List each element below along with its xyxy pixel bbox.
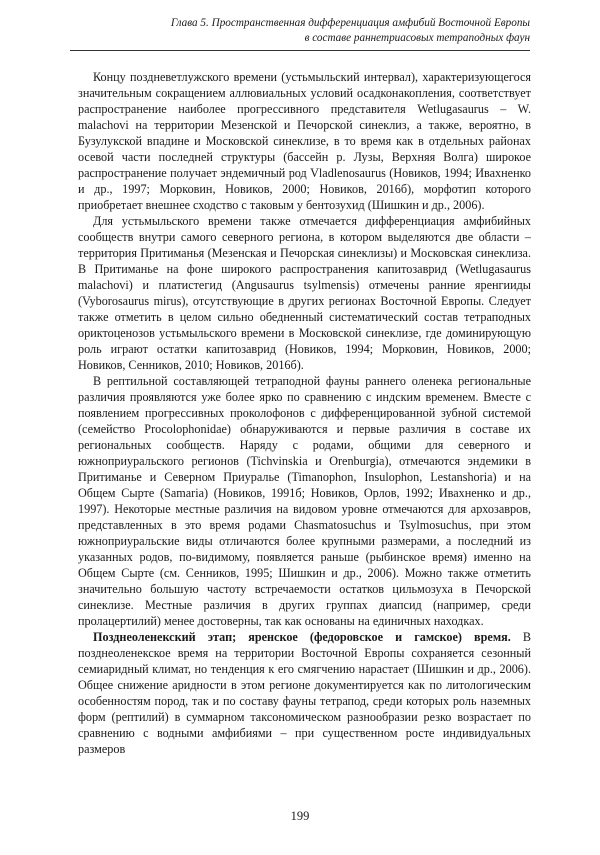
paragraph-4-text: В позднеоленекское время на территории Восточной Европы сохраняется сезонный семиаридный климат, но тенденция к его смягчению нарастает (Шишкин и др., 2006). Общее снижение аридности в этом регионе документируется как по литологическим особенностям пород, так и по составу фауны тетрапод, среди которых роль наземных форм (рептилий) в суммарном таксономическом разнообразии резко возрастает по сравнению с водными амфибиями – при существенном росте индивидуальных размеров [78,630,531,756]
running-header-line-2: в составе раннетриасовых тетраподных фаун [304,31,530,44]
body-text [78,69,531,757]
paragraph-3 [78,373,531,629]
running-header-line-1: Глава 5. Пространственная дифференциация амфибий Восточной Европы [170,17,530,29]
paragraph-2-text: Для устьмыльского времени также отмечается дифференциация амфибийных сообществ внутри самого северного региона, в котором выделяются две области – территория Притиманья (Мезенская и Печорская синеклизы) и Московская синеклиза. В Притиманье на фоне широкого распространения капитозаврид (Wetlugasaurus malachovi) и платистегид (Angusaurus tsylmensis) отмечены ранние яренгииды (Vyborosaurus mirus), отсутствующие в других регионах Восточной Европы. Следует также отметить в целом сильно обедненный систематический состав тетраподных ориктоценозов устьмыльского времени в Московской синеклизе, где доминирующую роль играют остатки капитозаврид (Новиков, 1994; Морковин, Новиков, 2000; Новиков, Сенников, 2010; Новиков, 2016б). [78,214,531,372]
paragraph-4 [78,629,531,757]
running-header [70,16,530,45]
header-rule [70,50,530,51]
page-number: 199 [290,809,310,823]
paragraph-4-lead: Позднеоленекский этап; яренское (федоровское и гамское) время. [93,630,511,644]
paragraph-3-text: В рептильной составляющей тетраподной фауны раннего оленека региональные различия проявляются уже более ярко по сравнению с индским временем. Вместе с появлением прогрессивных проколофонов с дифференцированной зубной системой (семейство Procolophonidae) обнаруживаются и первые различия в составе их региональных сообществ. Наряду с родами, общими для северного и южноприуральского регионов (Tichvinskia и Orenburgia), отмечаются эндемики в Притиманье и Северном Приуралье (Timanophon, Insulophon, Lestanshoria) и на Общем Сырте (Samaria) (Новиков, 1991б; Новиков, Орлов, 1992; Ивахненко и др., 1997). Некоторые местные различия на видовом уровне отмечаются для архозавров, представленных в это время родами Chasmatosuchus и Tsylmosuchus, при этом южноприуральские виды отличаются более крупными размерами, а последний из указанных родов, по-видимому, появляется раньше (рыбинское время) именно на Общем Сырте (см. Сенников, 1995; Шишкин и др., 2006). Можно также отметить значительно большую частоту встречаемости остатков цильмозуха в Печорской синеклизе. Местные различия в других группах диапсид (например, среди пролацертилий) менее достоверны, так как основаны на единичных находках. [78,374,531,628]
paragraph-1 [78,69,531,213]
paragraph-2 [78,213,531,373]
paragraph-1-text: Концу поздневетлужского времени (устьмыльский интервал), характеризующегося значительным сокращением аллювиальных условий осадконакопления, соответствует распространение наиболее прогрессивного представителя Wetlugasaurus – W. malachovi на территории Мезенской и Печорской синеклиз, а также, вероятно, в Бузулукской впадине и Московской синеклизе, в то время как в отдельных районах осевой части последней структуры (бассейн р. Лузы, Верхняя Волга) широкое распространение получает эндемичный род Vladlenosaurus (Новиков, 1994; Ивахненко и др., 1997; Морковин, Новиков, 2000; Новиков, 2016б), морфотип которого приобретает внешнее сходство с таковым у бентозухид (Шишкин и др., 2006). [78,70,531,212]
